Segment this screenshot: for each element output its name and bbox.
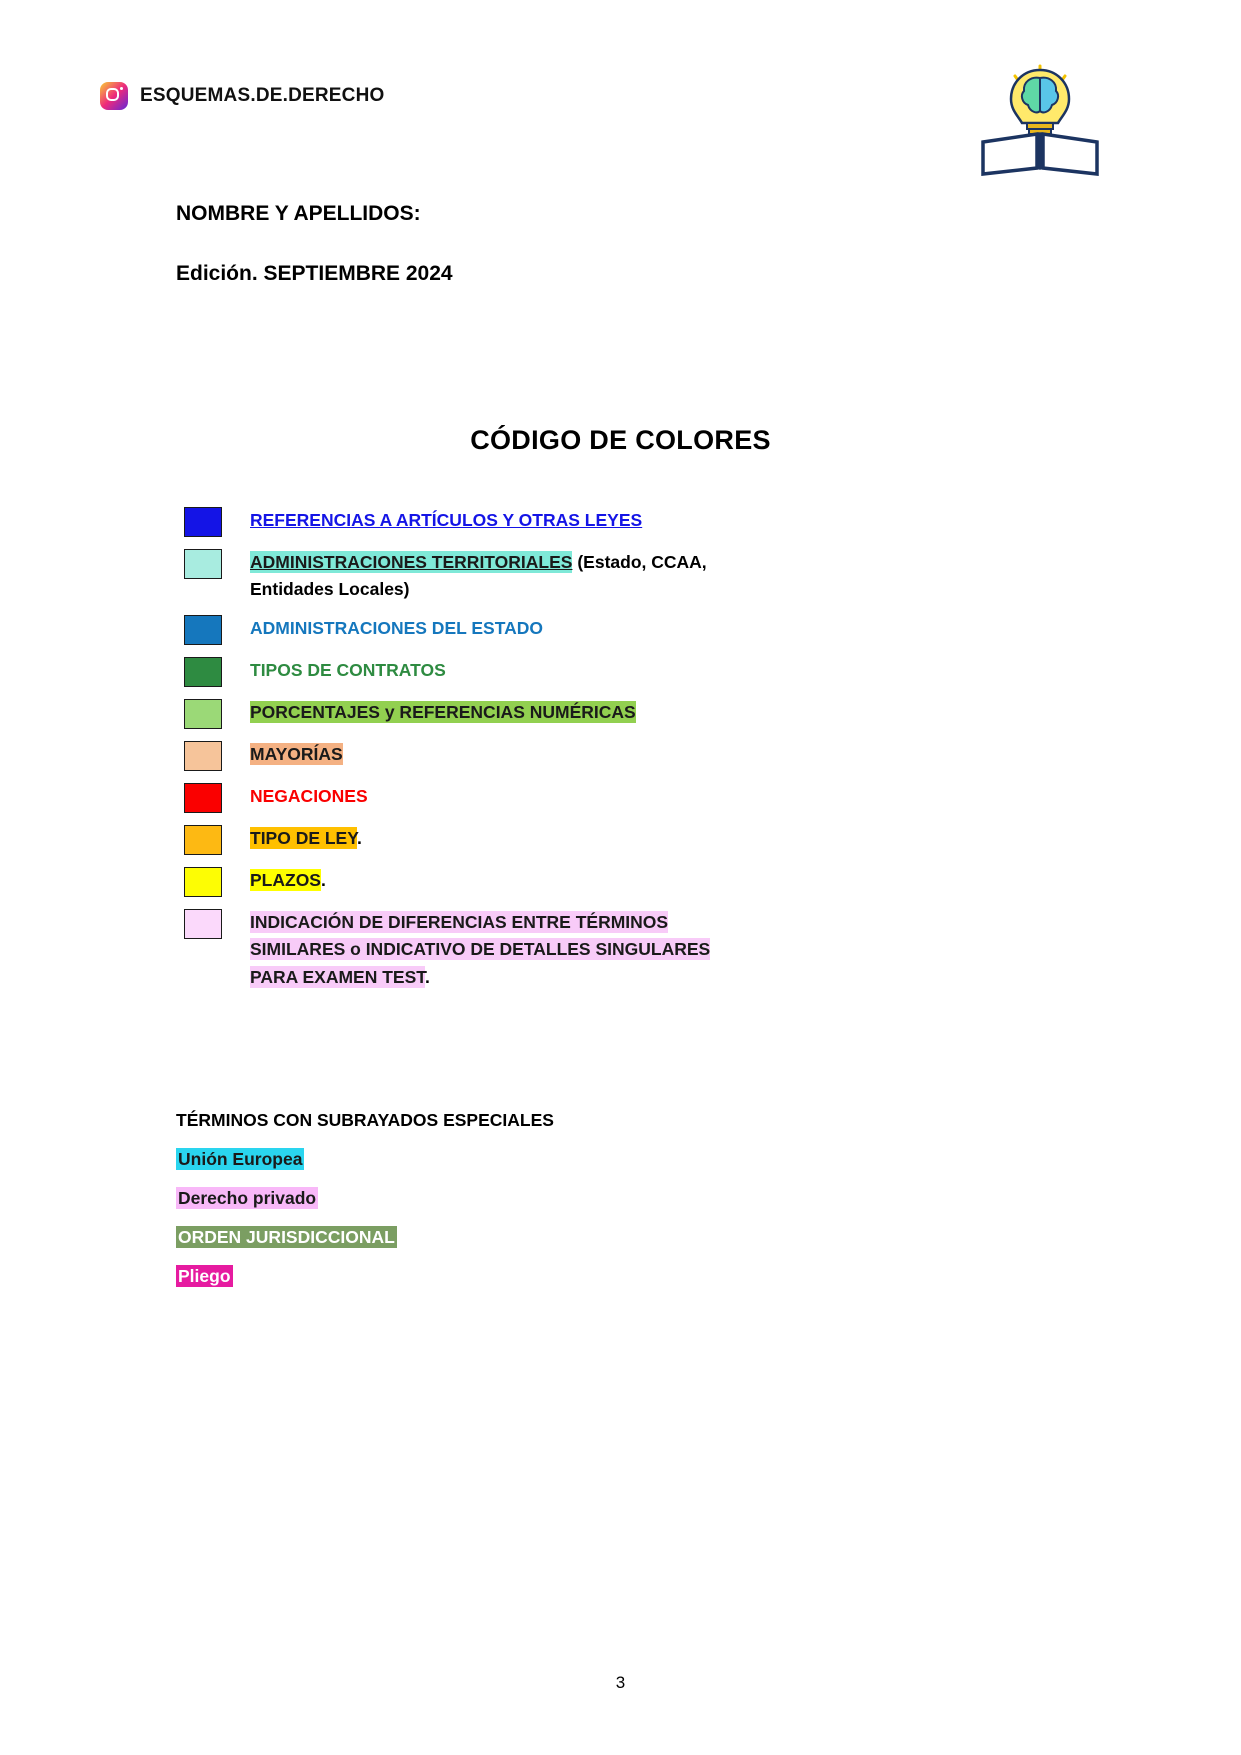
legend-label (250, 613, 543, 642)
special-underline-text: Pliego (178, 1266, 231, 1286)
legend-row (176, 697, 876, 729)
legend-label (250, 697, 636, 726)
book-lightbulb-brain-logo (979, 64, 1101, 176)
legend-label-text: TIPOS DE CONTRATOS (250, 660, 446, 681)
special-underline-text: Derecho privado (178, 1188, 317, 1208)
legend-row (176, 505, 876, 537)
color-swatch (184, 657, 222, 687)
legend-label (250, 823, 362, 852)
special-underline-item (176, 1227, 796, 1248)
color-swatch (184, 909, 222, 939)
special-underline-text: Unión Europea (178, 1149, 303, 1169)
name-label: NOMBRE Y APELLIDOS: (176, 202, 421, 225)
legend-label-text: REFERENCIAS A ARTÍCULOS Y OTRAS LEYES (250, 510, 643, 530)
legend-row (176, 823, 876, 855)
legend-label-text: MAYORÍAS (250, 744, 343, 765)
legend-label-suffix: . (320, 870, 326, 891)
legend-label-suffix: (Estado, CCAA, Entidades Locales) (250, 552, 707, 600)
special-underline-item (176, 1188, 796, 1209)
legend-label (250, 655, 446, 684)
legend-label-suffix: . (425, 966, 430, 987)
legend-label-text: INDICACIÓN DE DIFERENCIAS ENTRE TÉRMINOS SIMILARES o INDICATIVO DE DETALLES SINGULARES PARA EXAMEN TEST (250, 912, 711, 987)
special-underline-text: ORDEN JURISDICCIONAL (178, 1227, 395, 1247)
legend-label-text: NEGACIONES (250, 786, 368, 807)
legend-row (176, 865, 876, 897)
legend-row (176, 547, 876, 603)
legend-row (176, 655, 876, 687)
edition-label: Edición. SEPTIEMBRE 2024 (176, 262, 453, 285)
legend-label-suffix: . (356, 828, 362, 849)
legend-label-text: PORCENTAJES y REFERENCIAS NUMÉRICAS (250, 702, 636, 723)
special-underlines-section (176, 1110, 796, 1305)
page-header (0, 56, 1241, 176)
legend-label (250, 547, 720, 603)
special-underline-item (176, 1149, 796, 1170)
legend-row (176, 907, 876, 990)
color-swatch (184, 507, 222, 537)
color-swatch (184, 783, 222, 813)
legend-row (176, 781, 876, 813)
color-swatch (184, 741, 222, 771)
instagram-icon (100, 82, 128, 110)
legend-row (176, 613, 876, 645)
page-title: CÓDIGO DE COLORES (470, 425, 771, 455)
special-underlines-title: TÉRMINOS CON SUBRAYADOS ESPECIALES (176, 1110, 554, 1130)
legend-label-text: ADMINISTRACIONES DEL ESTADO (250, 618, 543, 639)
color-swatch (184, 867, 222, 897)
page-number: 3 (615, 1673, 626, 1692)
instagram-handle: ESQUEMAS.DE.DERECHO (140, 85, 385, 106)
color-swatch (184, 825, 222, 855)
special-underline-item (176, 1266, 796, 1287)
legend-label-text: ADMINISTRACIONES TERRITORIALES (250, 552, 573, 572)
color-swatch (184, 615, 222, 645)
legend-label (250, 907, 720, 990)
color-swatch (184, 699, 222, 729)
legend-row (176, 739, 876, 771)
legend-label-text: PLAZOS (250, 870, 321, 891)
legend-label (250, 865, 326, 894)
color-legend (176, 505, 876, 1001)
legend-label (250, 781, 368, 810)
color-swatch (184, 549, 222, 579)
legend-label (250, 739, 343, 768)
instagram-brand (100, 82, 385, 110)
legend-label (250, 505, 642, 534)
legend-label-text: TIPO DE LEY (250, 828, 357, 849)
